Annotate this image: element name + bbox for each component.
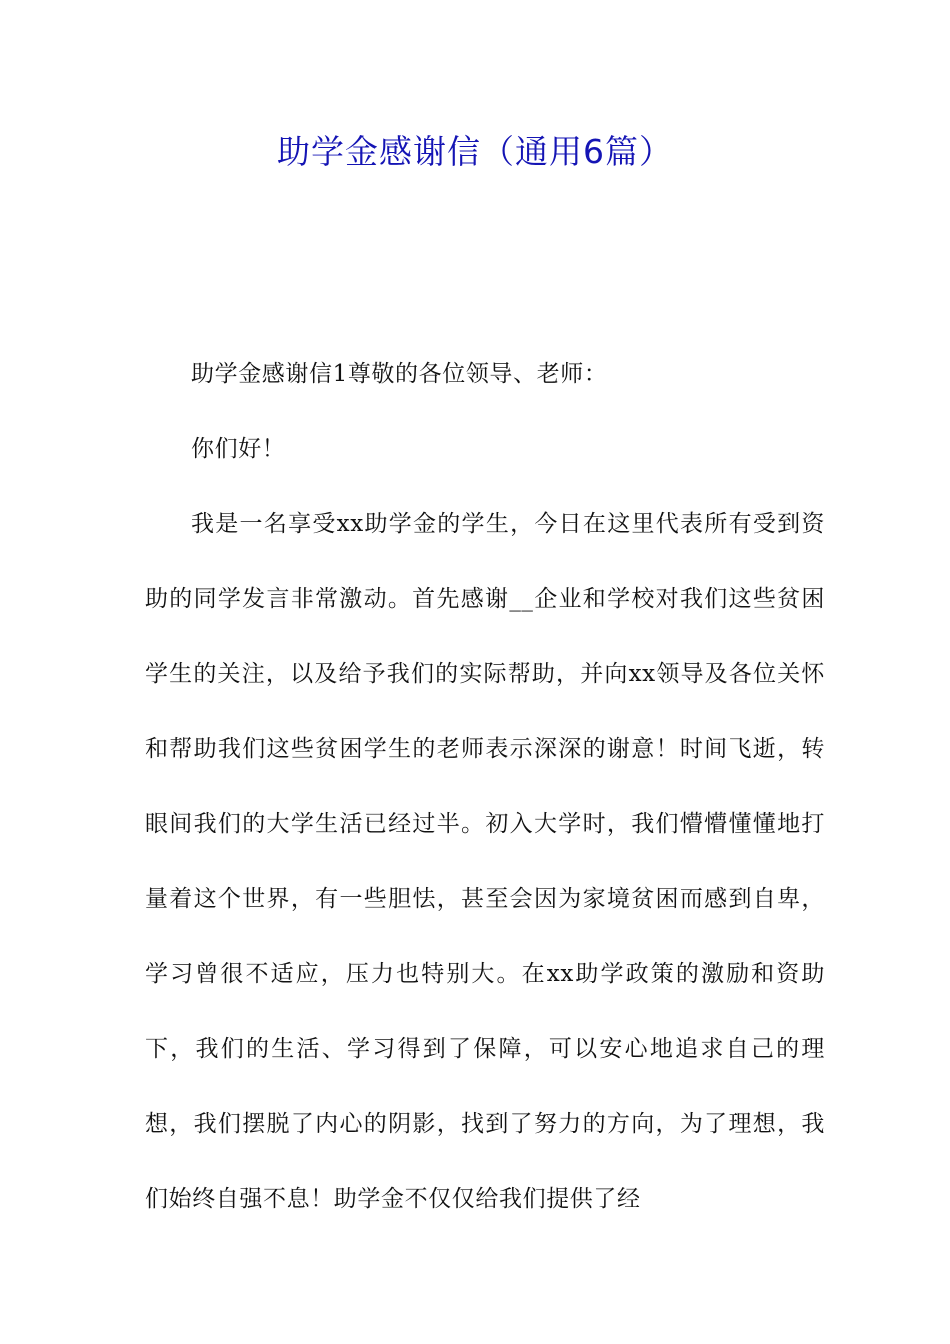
- salutation-paragraph: 助学金感谢信1尊敬的各位领导、老师：: [191, 361, 608, 387]
- body-paragraph: 我是一名享受xx助学金的学生，今日在这里代表所有受到资助的同学发言非常激动。首先感谢__企业和学校对我们这些贫困学生的关注，以及给予我们的实际帮助，并向xx领导及各位关怀和帮助我们这些贫困学生的老师表示深深的谢意！时间飞逝，转眼间我们的大学生活已经过半。初入大学时，我们懵懵懂懂地打量着这个世界，有一些胆怯，甚至会因为家境贫困而感到自卑，学习曾很不适应，压力也特别大。在xx助学政策的激励和资助下，我们的生活、学习得到了保障，可以安心地追求自己的理想，我们摆脱了内心的阴影，找到了努力的方向，为了理想，我们始终自强不息！助学金不仅仅给我们提供了经: [145, 511, 825, 1212]
- document-body: [145, 337, 825, 1237]
- document-title: 助学金感谢信（通用6篇）: [277, 132, 673, 171]
- greeting-paragraph: 你们好！: [191, 436, 286, 462]
